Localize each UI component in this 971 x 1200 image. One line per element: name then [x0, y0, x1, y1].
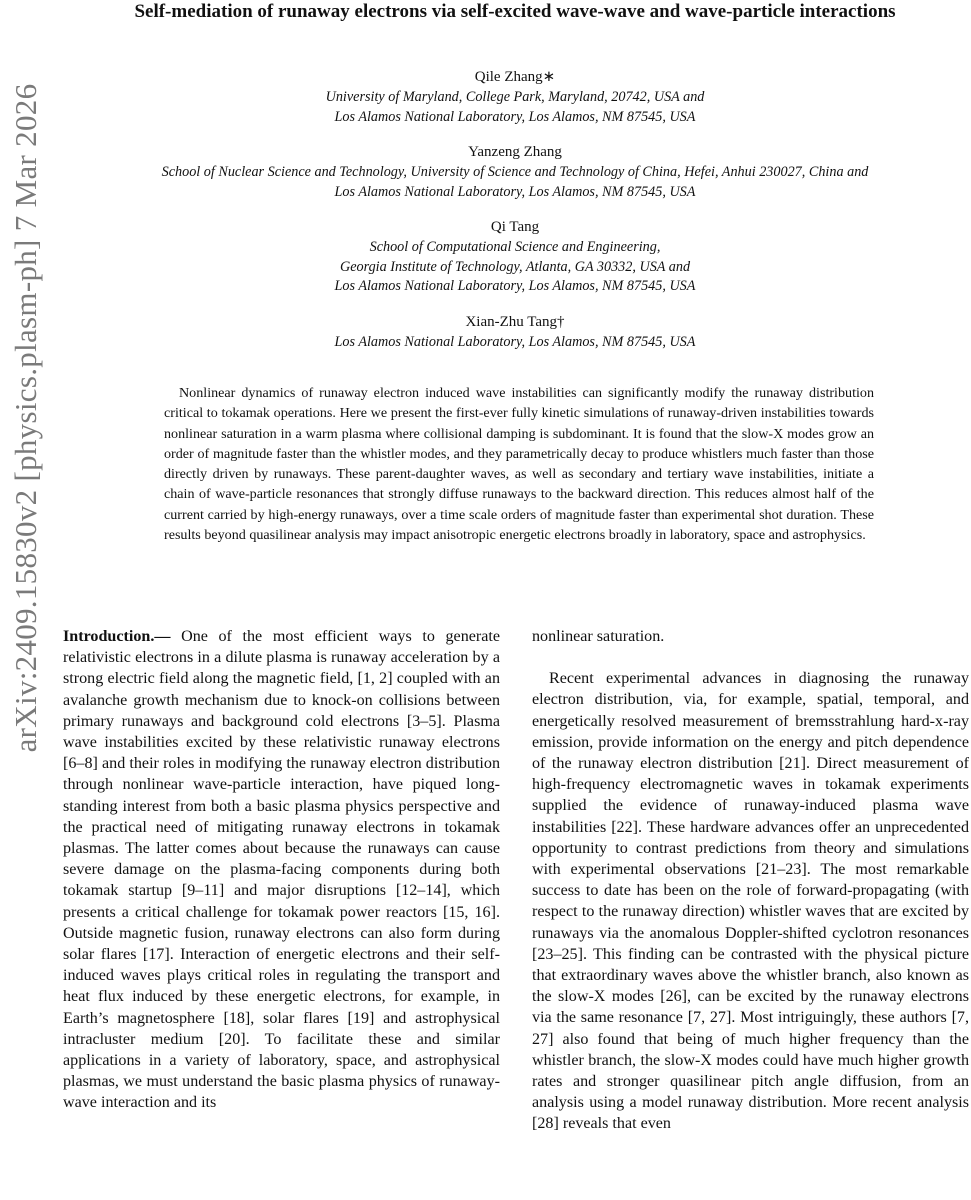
section-heading-introduction: Introduction.—	[63, 628, 171, 645]
author-name: Yanzeng Zhang	[468, 144, 562, 160]
author-affiliation: School of Nuclear Science and Technology, University of Science and Technology of China, Hefei, Anhui 230027, China and	[161, 164, 869, 180]
author-name: Xian-Zhu Tang†	[465, 313, 565, 330]
body-column-left	[63, 626, 500, 1114]
arxiv-identifier: arXiv:2409.15830v2 [physics.plasm-ph] 7 Mar 2026	[8, 83, 43, 753]
arxiv-sidebar	[0, 0, 52, 1200]
author-block	[60, 66, 970, 127]
author-list	[60, 66, 970, 366]
author-affiliation: Los Alamos National Laboratory, Los Alamos, NM 87545, USA	[334, 333, 696, 350]
author-block	[60, 311, 970, 353]
paragraph-text: Recent experimental advances in diagnosing the runaway electron distribution, via, for example, spatial, temporal, and energetically resolved measurement of bremsstrahlung hard-x-ray emission, provide information on the energy and pitch dependence of the runaway electron distribution [21]. Direct measurement of high-frequency electromagnetic waves in tokamak experiments supplied the evidence of runaway-induced plasma wave instabilities [22]. These hardware advances offer an unprecedented opportunity to contrast predictions from theory and simulations with experimental observations [21–23]. The most remarkable success to date has been on the role of forward-propagating (with respect to the runaway direction) whistler waves that are excited by runaways via the anomalous Doppler-shifted cyclotron resonances [23–25]. This finding can be contrasted with the physical picture that extraordinary waves above the whistler branch, also known as the slow-X modes [26], can be excited by the runaway electrons via the same resonance [7, 27]. Most intriguingly, these authors [7, 27] also found that being of much higher frequency than the whistler branch, the slow-X modes could have much higher growth rates and stronger quasilinear pitch angle diffusion, from an analysis using a model runaway distribution. More recent analysis [28] reveals that even	[532, 670, 969, 1133]
author-affiliation: Los Alamos National Laboratory, Los Alamos, NM 87545, USA	[334, 183, 696, 200]
abstract: Nonlinear dynamics of runaway electron induced wave instabilities can significantly modify the runaway distribution critical to tokamak operations. Here we present the first-ever fully kinetic simulations of runaway-driven instabilities towards nonlinear saturation in a warm plasma where collisional damping is subdominant. It is found that the slow-X modes grow an order of magnitude faster than the whistler modes, and they parametrically decay to produce whistlers much faster than those directly driven by runaways. These parent-daughter waves, as well as secondary and tertiary wave instabilities, initiate a chain of wave-particle resonances that strongly diffuse runaways to the backward direction. This reduces almost half of the current carried by high-energy runaways, over a time scale orders of magnitude faster than experimental shot duration. These results beyond quasilinear analysis may impact anisotropic energetic electrons broadly in laboratory, space and astrophysics.	[164, 385, 874, 544]
author-block	[60, 216, 970, 297]
author-affiliation: University of Maryland, College Park, Maryland, 20742, USA and	[325, 89, 705, 105]
intro-paragraph	[63, 626, 500, 1114]
author-affiliation: School of Computational Science and Engineering,	[369, 239, 661, 255]
paragraph-text: One of the most efficient ways to generate relativistic electrons in a dilute plasma is runaway acceleration by a strong electric field along the magnetic field, [1, 2] coupled with an avalanche growth mechanism due to knock-on collisions between primary runaways and background cold electrons [3–5]. Plasma wave instabilities excited by these relativistic runaway electrons [6–8] and their roles in modifying the runaway electron distribution through nonlinear wave-particle interaction, have piqued long-standing interest from both a basic plasma physics perspective and the practical need of mitigating runaway electrons in tokamak plasmas. The latter comes about because the runaways can cause severe damage on the plasma-facing components during both tokamak startup [9–11] and major disruptions [12–14], which presents a critical challenge for tokamak power reactors [15, 16]. Outside magnetic fusion, runaway electrons can also form during solar flares [17]. Interaction of energetic electrons and their self-induced waves plays critical roles in regulating the transport and heat flux induced by these energetic electrons, for example, in Earth’s magnetosphere [18], solar flares [19] and astrophysical intracluster medium [20]. To facilitate these and similar applications in a variety of laboratory, space, and astrophysical plasmas, we must understand the basic plasma physics of runaway-wave interaction and its	[63, 628, 500, 1112]
author-name: Qile Zhang∗	[474, 69, 556, 85]
author-affiliation: Los Alamos National Laboratory, Los Alamos, NM 87545, USA	[334, 108, 696, 125]
author-affiliation: Los Alamos National Laboratory, Los Alamos, NM 87545, USA	[334, 278, 696, 294]
paper-title: Self-mediation of runaway electrons via self-excited wave-wave and wave-particle interactions	[134, 1, 896, 22]
author-affiliation: Georgia Institute of Technology, Atlanta, GA 30332, USA and	[339, 258, 691, 275]
paragraph-continuation: nonlinear saturation.	[532, 628, 665, 645]
body-column-right	[532, 626, 969, 1135]
author-block	[60, 141, 970, 202]
author-name: Qi Tang	[490, 219, 540, 235]
